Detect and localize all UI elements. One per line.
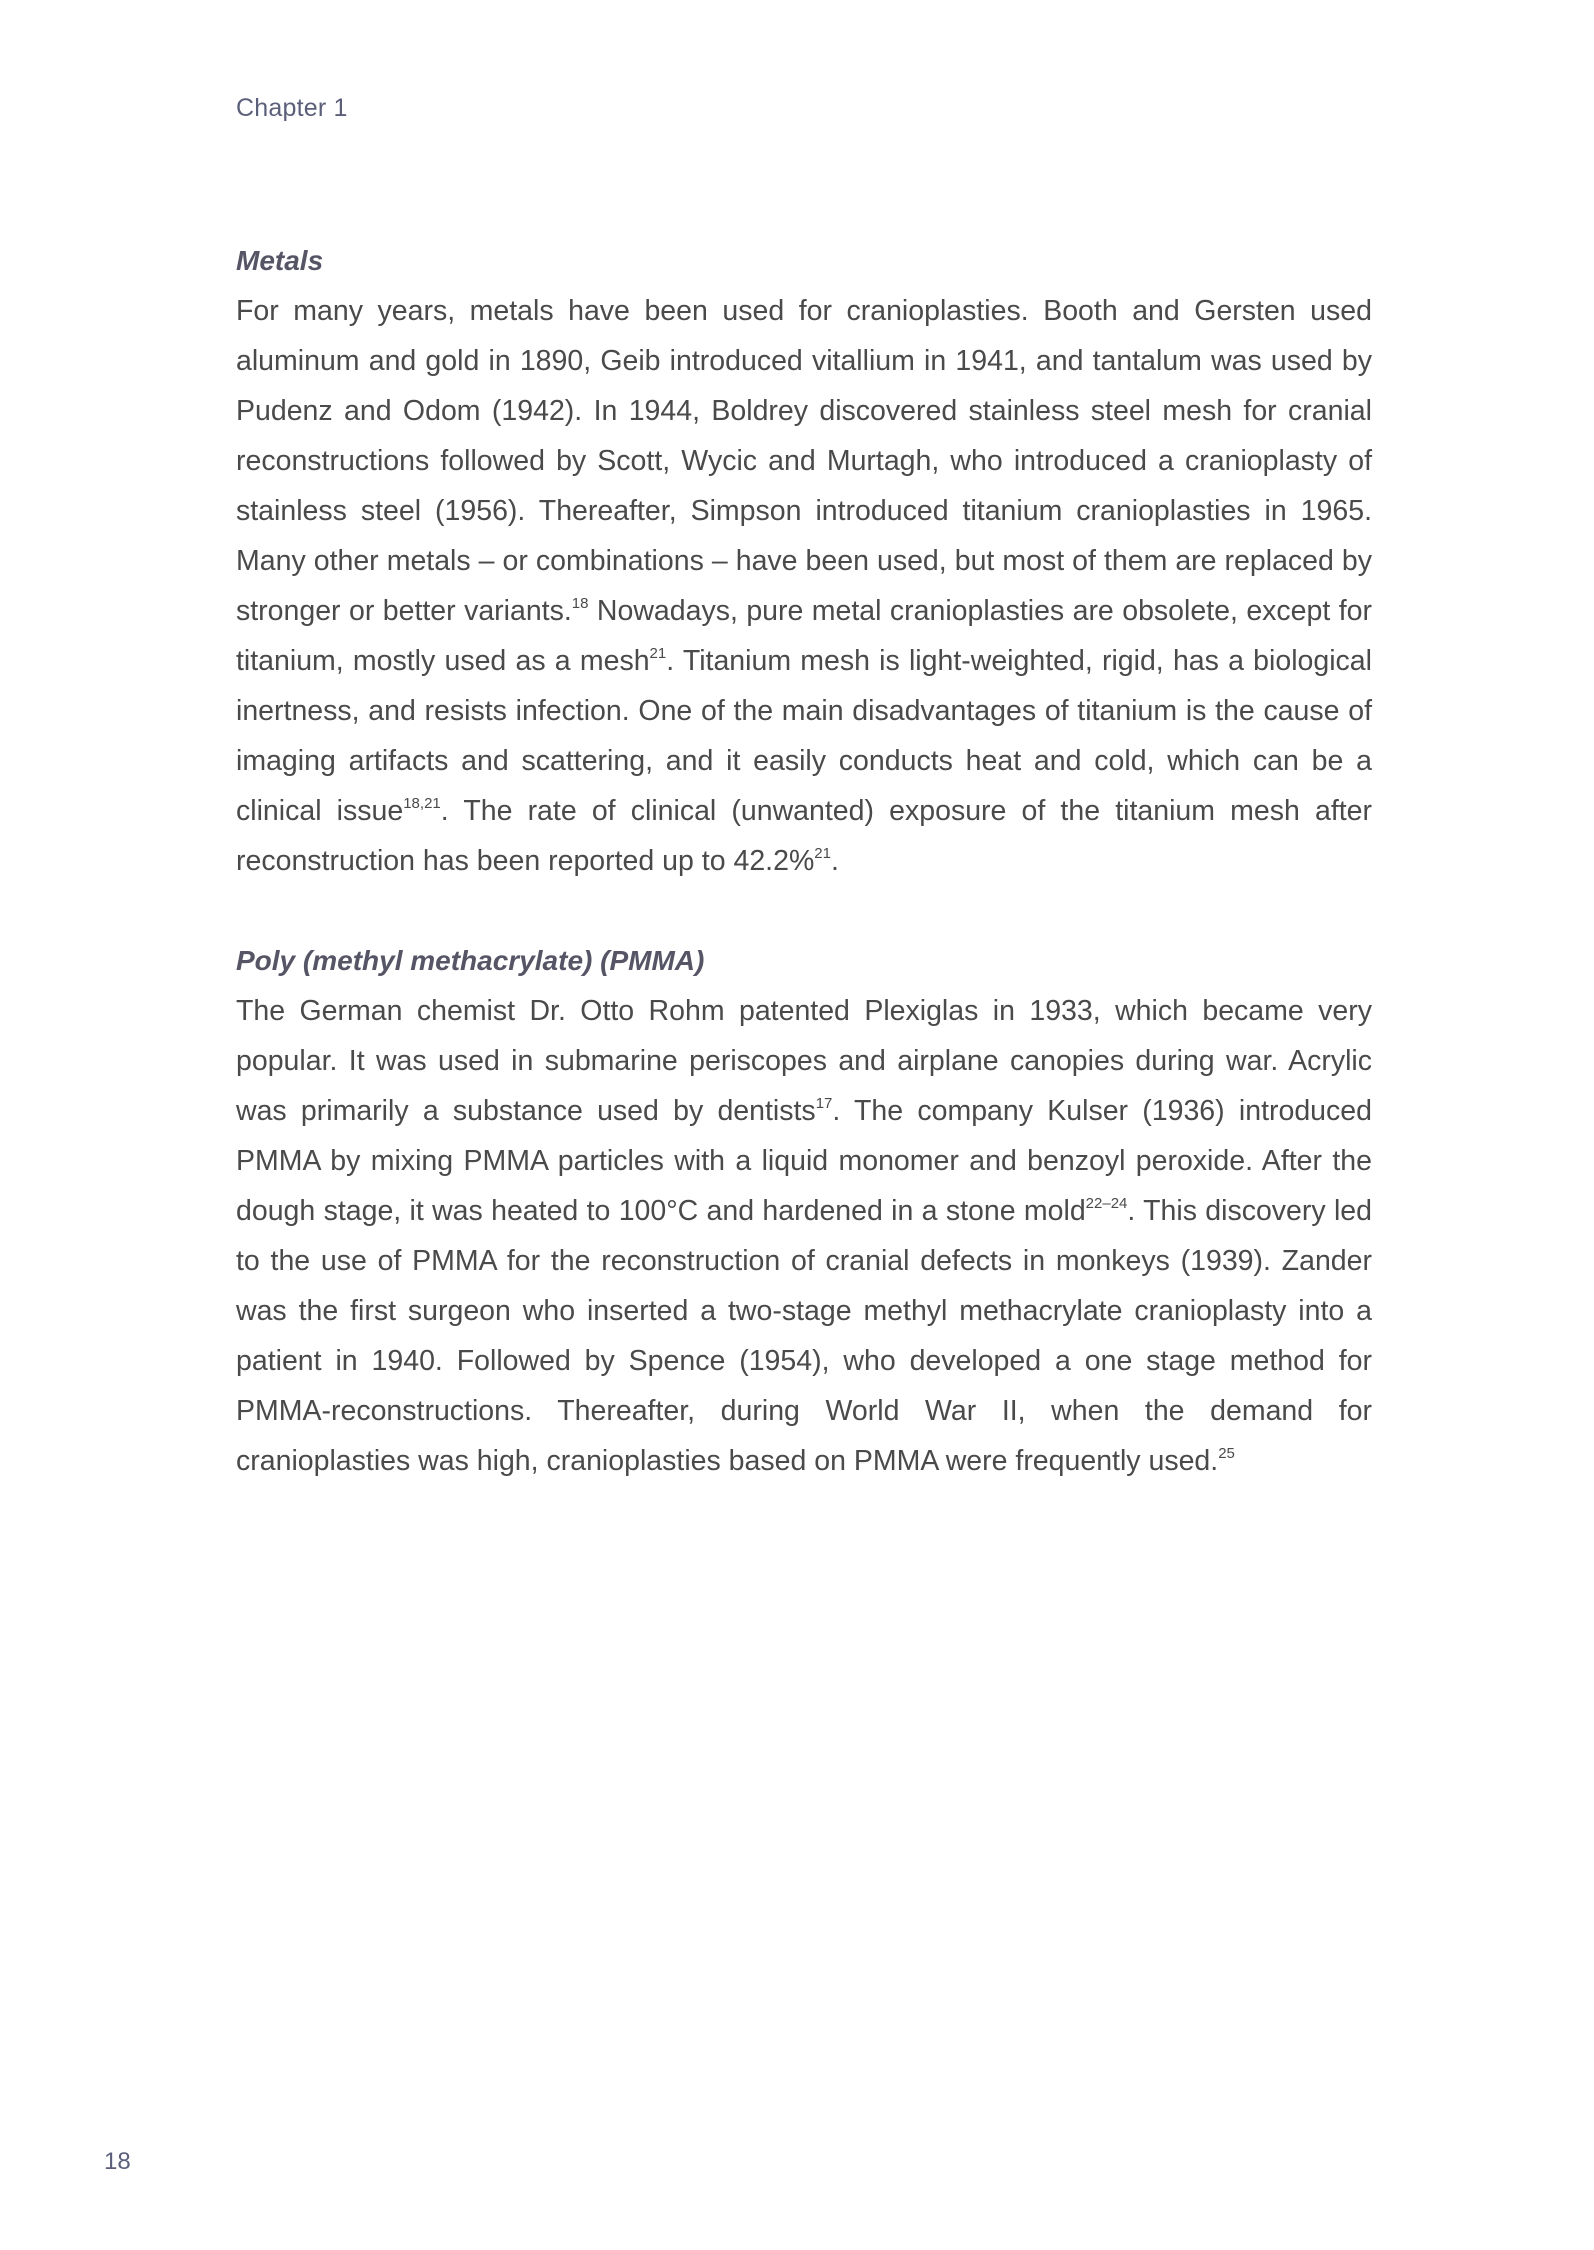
section-title-pmma: Poly (methyl methacrylate) (PMMA) — [236, 945, 705, 976]
text-run: . The rate of clinical (unwanted) exposure of the titanium mesh after reconstruction has been reported up to 42.2% — [236, 795, 1373, 877]
citation-superscript: 22–24 — [1085, 1195, 1128, 1212]
text-run: . The company Kulser (1936) introduced PMMA by mixing PMMA particles with a liquid monomer and benzoyl peroxide. After the dough stage, it was heated to 100°C and hardened in a stone mold — [236, 1095, 1372, 1227]
text-run: The German chemist Dr. Otto Rohm patented Plexiglas in 1933, which became very popular. It was used in submarine periscopes and airplane canopies during war. Acrylic was primarily a substance used by dentists — [236, 995, 1372, 1127]
citation-superscript: 18 — [571, 595, 589, 612]
citation-superscript: 25 — [1218, 1445, 1235, 1462]
page-number: 18 — [104, 2148, 131, 2175]
main-content — [236, 236, 1372, 1486]
paragraph-pmma — [236, 986, 1372, 1486]
text-run: For many years, metals have been used for cranioplasties. Booth and Gersten used aluminum and gold in 1890, Geib introduced vitallium in 1941, and tantalum was used by Pudenz and Odom (1942). In 1944, Boldrey discovered stainless steel mesh for cranial reconstructions followed by Scott, Wycic and Murtagh, who introduced a cranioplasty of stainless steel (1956). Thereafter, Simpson introduced titanium cranioplasties in 1965. Many other metals – or combinations – have been used, but most of them are replaced by stronger or better variants. — [236, 295, 1372, 627]
section-spacer — [236, 886, 1372, 936]
paragraph-metals — [236, 286, 1372, 886]
citation-superscript: 17 — [815, 1095, 833, 1112]
section-title-metals: Metals — [236, 245, 324, 276]
text-run: . — [830, 845, 839, 877]
text-run: Nowadays, pure metal cranioplasties are obsolete, except for titanium, mostly used as a mesh — [236, 595, 1372, 677]
citation-superscript: 21 — [814, 845, 831, 862]
running-header: Chapter 1 — [236, 94, 348, 122]
text-run: . This discovery led to the use of PMMA for the reconstruction of cranial defects in monkeys (1939). Zander was the first surgeon who inserted a two-stage methyl methacrylate cranioplasty into a patient in 1940. Followed by Spence (1954), who developed a one stage method for PMMA-reconstructions. Thereafter, during World War II, when the demand for cranioplasties was high, cranioplasties based on PMMA were frequently used. — [236, 1195, 1373, 1477]
text-run: . Titanium mesh is light-weighted, rigid, has a biological inertness, and resists infection. One of the main disadvantages of titanium is the cause of imaging artifacts and scattering, and it easily conducts heat and cold, which can be a clinical issue — [236, 645, 1372, 827]
citation-superscript: 21 — [649, 645, 667, 662]
citation-superscript: 18,21 — [403, 795, 441, 812]
